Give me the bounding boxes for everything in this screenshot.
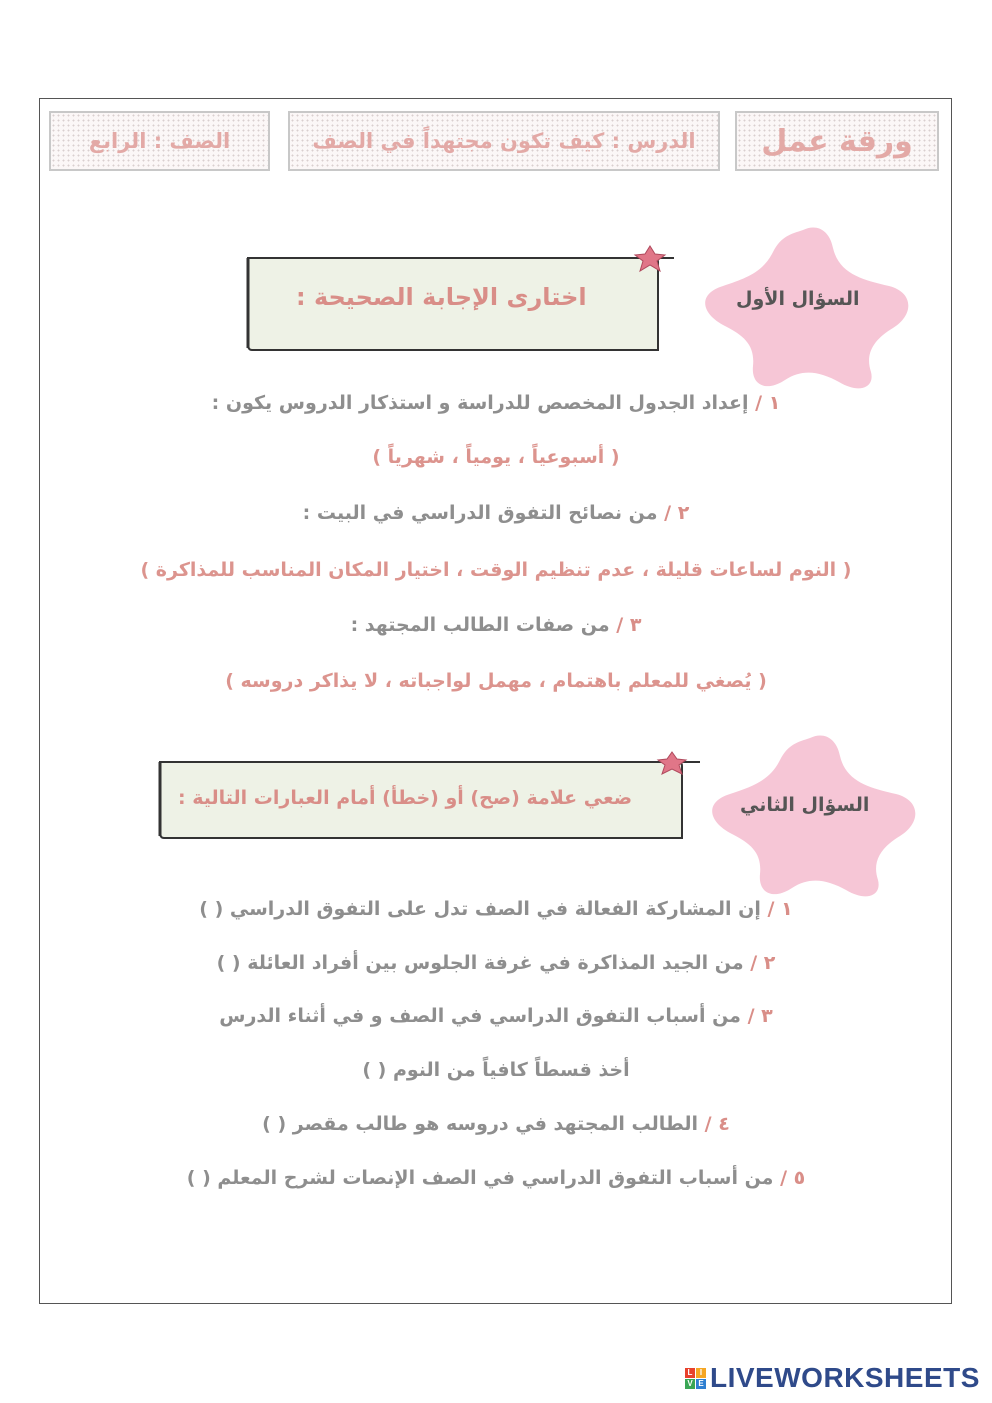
grade-box	[49, 111, 270, 171]
question1-instruction: اختارى الإجابة الصحيحة :	[296, 283, 587, 311]
q2-item-1: ١ / إن المشاركة الفعالة في الصف تدل على التفوق الدراسي ( )	[199, 898, 793, 920]
q1-item-2: ٢ / من نصائح التفوق الدراسي في البيت :	[302, 502, 690, 524]
q2-item-5: ٥ / من أسباب التفوق الدراسي في الصف الإنصات لشرح المعلم ( )	[186, 1167, 806, 1189]
question2-instruction: ضعي علامة (صح) أو (خطأ) أمام العبارات التالية :	[178, 787, 633, 809]
q1-item-3-options: ( يُصغي للمعلم باهتمام ، مهمل لواجباته ، لا يذاكر دروسه )	[225, 670, 767, 692]
question2-label: السؤال الثاني	[740, 794, 870, 816]
q1-item-2-options: ( النوم لساعات قليلة ، عدم تنظيم الوقت ، اختيار المكان المناسب للمذاكرة )	[140, 559, 852, 581]
q2-item-3: ٣ / من أسباب التفوق الدراسي في الصف و في أثناء الدرس	[219, 1005, 773, 1027]
worksheet-title: ورقة عمل	[761, 123, 913, 159]
lesson-title: الدرس : كيف تكون مجتهداً في الصف	[312, 129, 696, 153]
lesson-title-box	[288, 111, 720, 171]
q2-item-2: ٢ / من الجيد المذاكرة في غرفة الجلوس بين أفراد العائلة ( )	[216, 952, 776, 974]
worksheet-title-box	[735, 111, 939, 171]
q1-item-1-options: ( أسبوعياً ، يومياً ، شهرياً )	[372, 446, 620, 468]
q1-item-1: ١ / إعداد الجدول المخصص للدراسة و استذكار الدروس يكون :	[211, 392, 781, 414]
q1-item-3: ٣ / من صفات الطالب المجتهد :	[350, 614, 642, 636]
liveworksheets-icon: L I V E	[685, 1368, 706, 1389]
grade-label: الصف : الرابع	[88, 129, 231, 153]
liveworksheets-wordmark: LIVEWORKSHEETS	[710, 1362, 980, 1393]
liveworksheets-logo[interactable]	[685, 1362, 980, 1394]
q2-item-4: ٤ / الطالب المجتهد في دروسه هو طالب مقصر ( )	[262, 1113, 730, 1135]
question1-label: السؤال الأول	[736, 288, 860, 310]
q2-item-3-continuation: أخذ قسطاً كافياً من النوم ( )	[362, 1059, 630, 1081]
